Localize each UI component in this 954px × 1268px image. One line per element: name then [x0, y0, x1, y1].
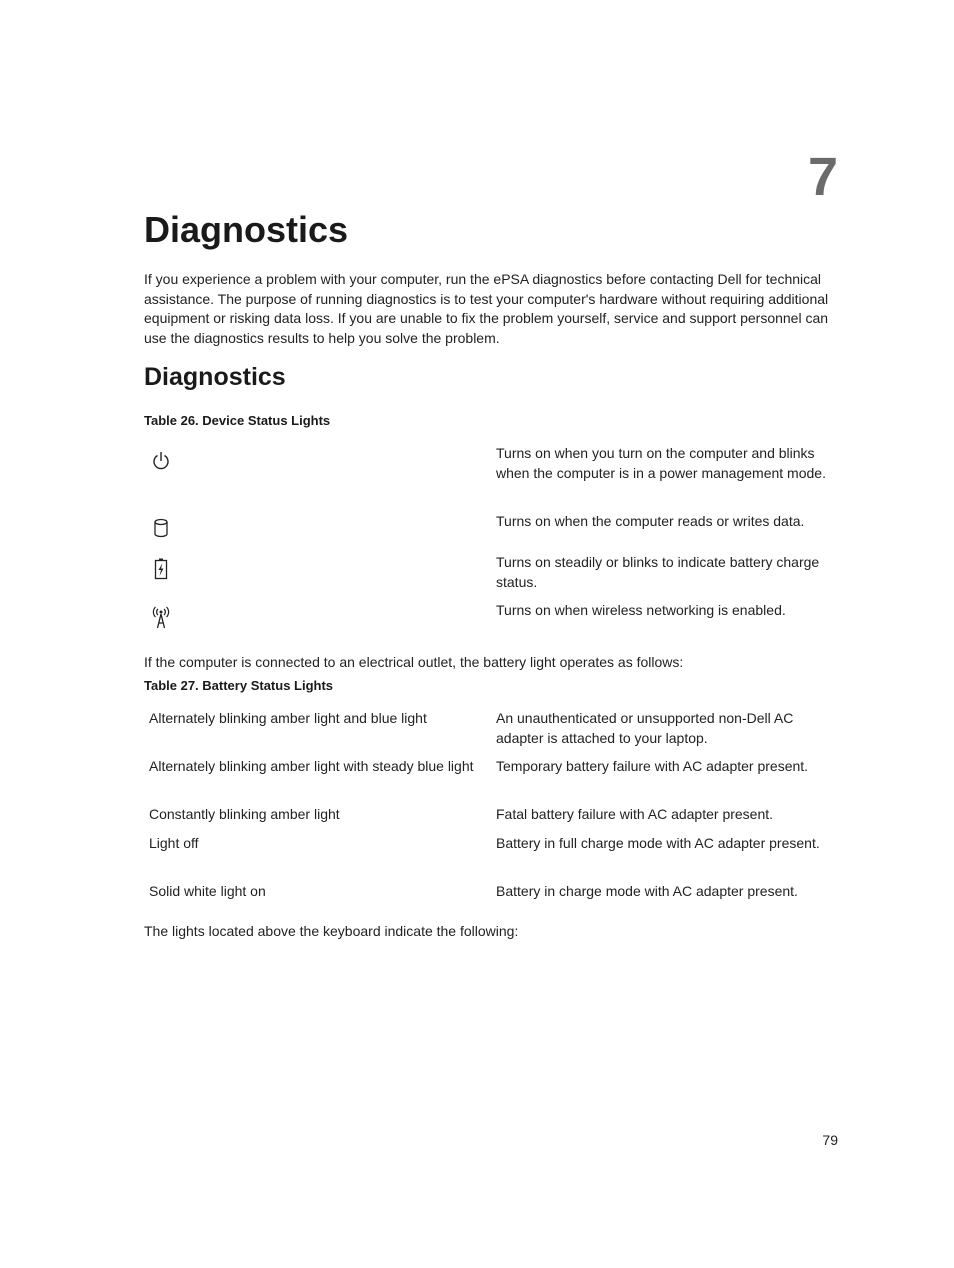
row-description: Turns on when you turn on the computer and blinks when the computer is in a power management mode. [496, 445, 826, 481]
light-meaning: Temporary battery failure with AC adapter present. [496, 758, 809, 774]
table-27-caption: Table 27. Battery Status Lights [144, 678, 334, 693]
light-state: Light off [149, 835, 199, 851]
light-state: Alternately blinking amber light with steady blue light [149, 758, 474, 774]
chapter-number: 7 [807, 147, 838, 207]
chapter-title: Diagnostics [144, 209, 349, 250]
battery-intro-paragraph: If the computer is connected to an electrical outlet, the battery light operates as follows: [144, 654, 684, 670]
light-state: Solid white light on [149, 883, 266, 899]
wireless-icon [150, 605, 172, 631]
page-number: 79 [822, 1132, 838, 1148]
row-description: Turns on when the computer reads or writes data. [496, 513, 805, 529]
light-state: Alternately blinking amber light and blue light [149, 710, 427, 726]
intro-paragraph: If you experience a problem with your computer, run the ePSA diagnostics before contacting Dell for technical assistance. The purpose of running diagnostics is to test your computer's hardware without requiring additional equipment or risking data loss. If you are unable to fix the problem yourself, service and support personnel can use the diagnostics results to help you solve the problem. [144, 271, 829, 346]
light-meaning: Battery in charge mode with AC adapter present. [496, 883, 798, 899]
power-icon [150, 448, 172, 474]
row-description: Turns on when wireless networking is enabled. [496, 602, 786, 618]
keyboard-lights-paragraph: The lights located above the keyboard indicate the following: [144, 923, 519, 939]
section-title: Diagnostics [144, 363, 286, 391]
light-meaning: Battery in full charge mode with AC adapter present. [496, 835, 820, 851]
light-meaning: Fatal battery failure with AC adapter present. [496, 806, 774, 822]
light-meaning: An unauthenticated or unsupported non-Dell AC adapter is attached to your laptop. [496, 710, 794, 746]
battery-charge-icon [150, 556, 172, 582]
light-state: Constantly blinking amber light [149, 806, 340, 822]
table-26-caption: Table 26. Device Status Lights [144, 413, 331, 428]
hard-drive-icon [150, 515, 172, 541]
row-description: Turns on steadily or blinks to indicate battery charge status. [496, 554, 820, 590]
